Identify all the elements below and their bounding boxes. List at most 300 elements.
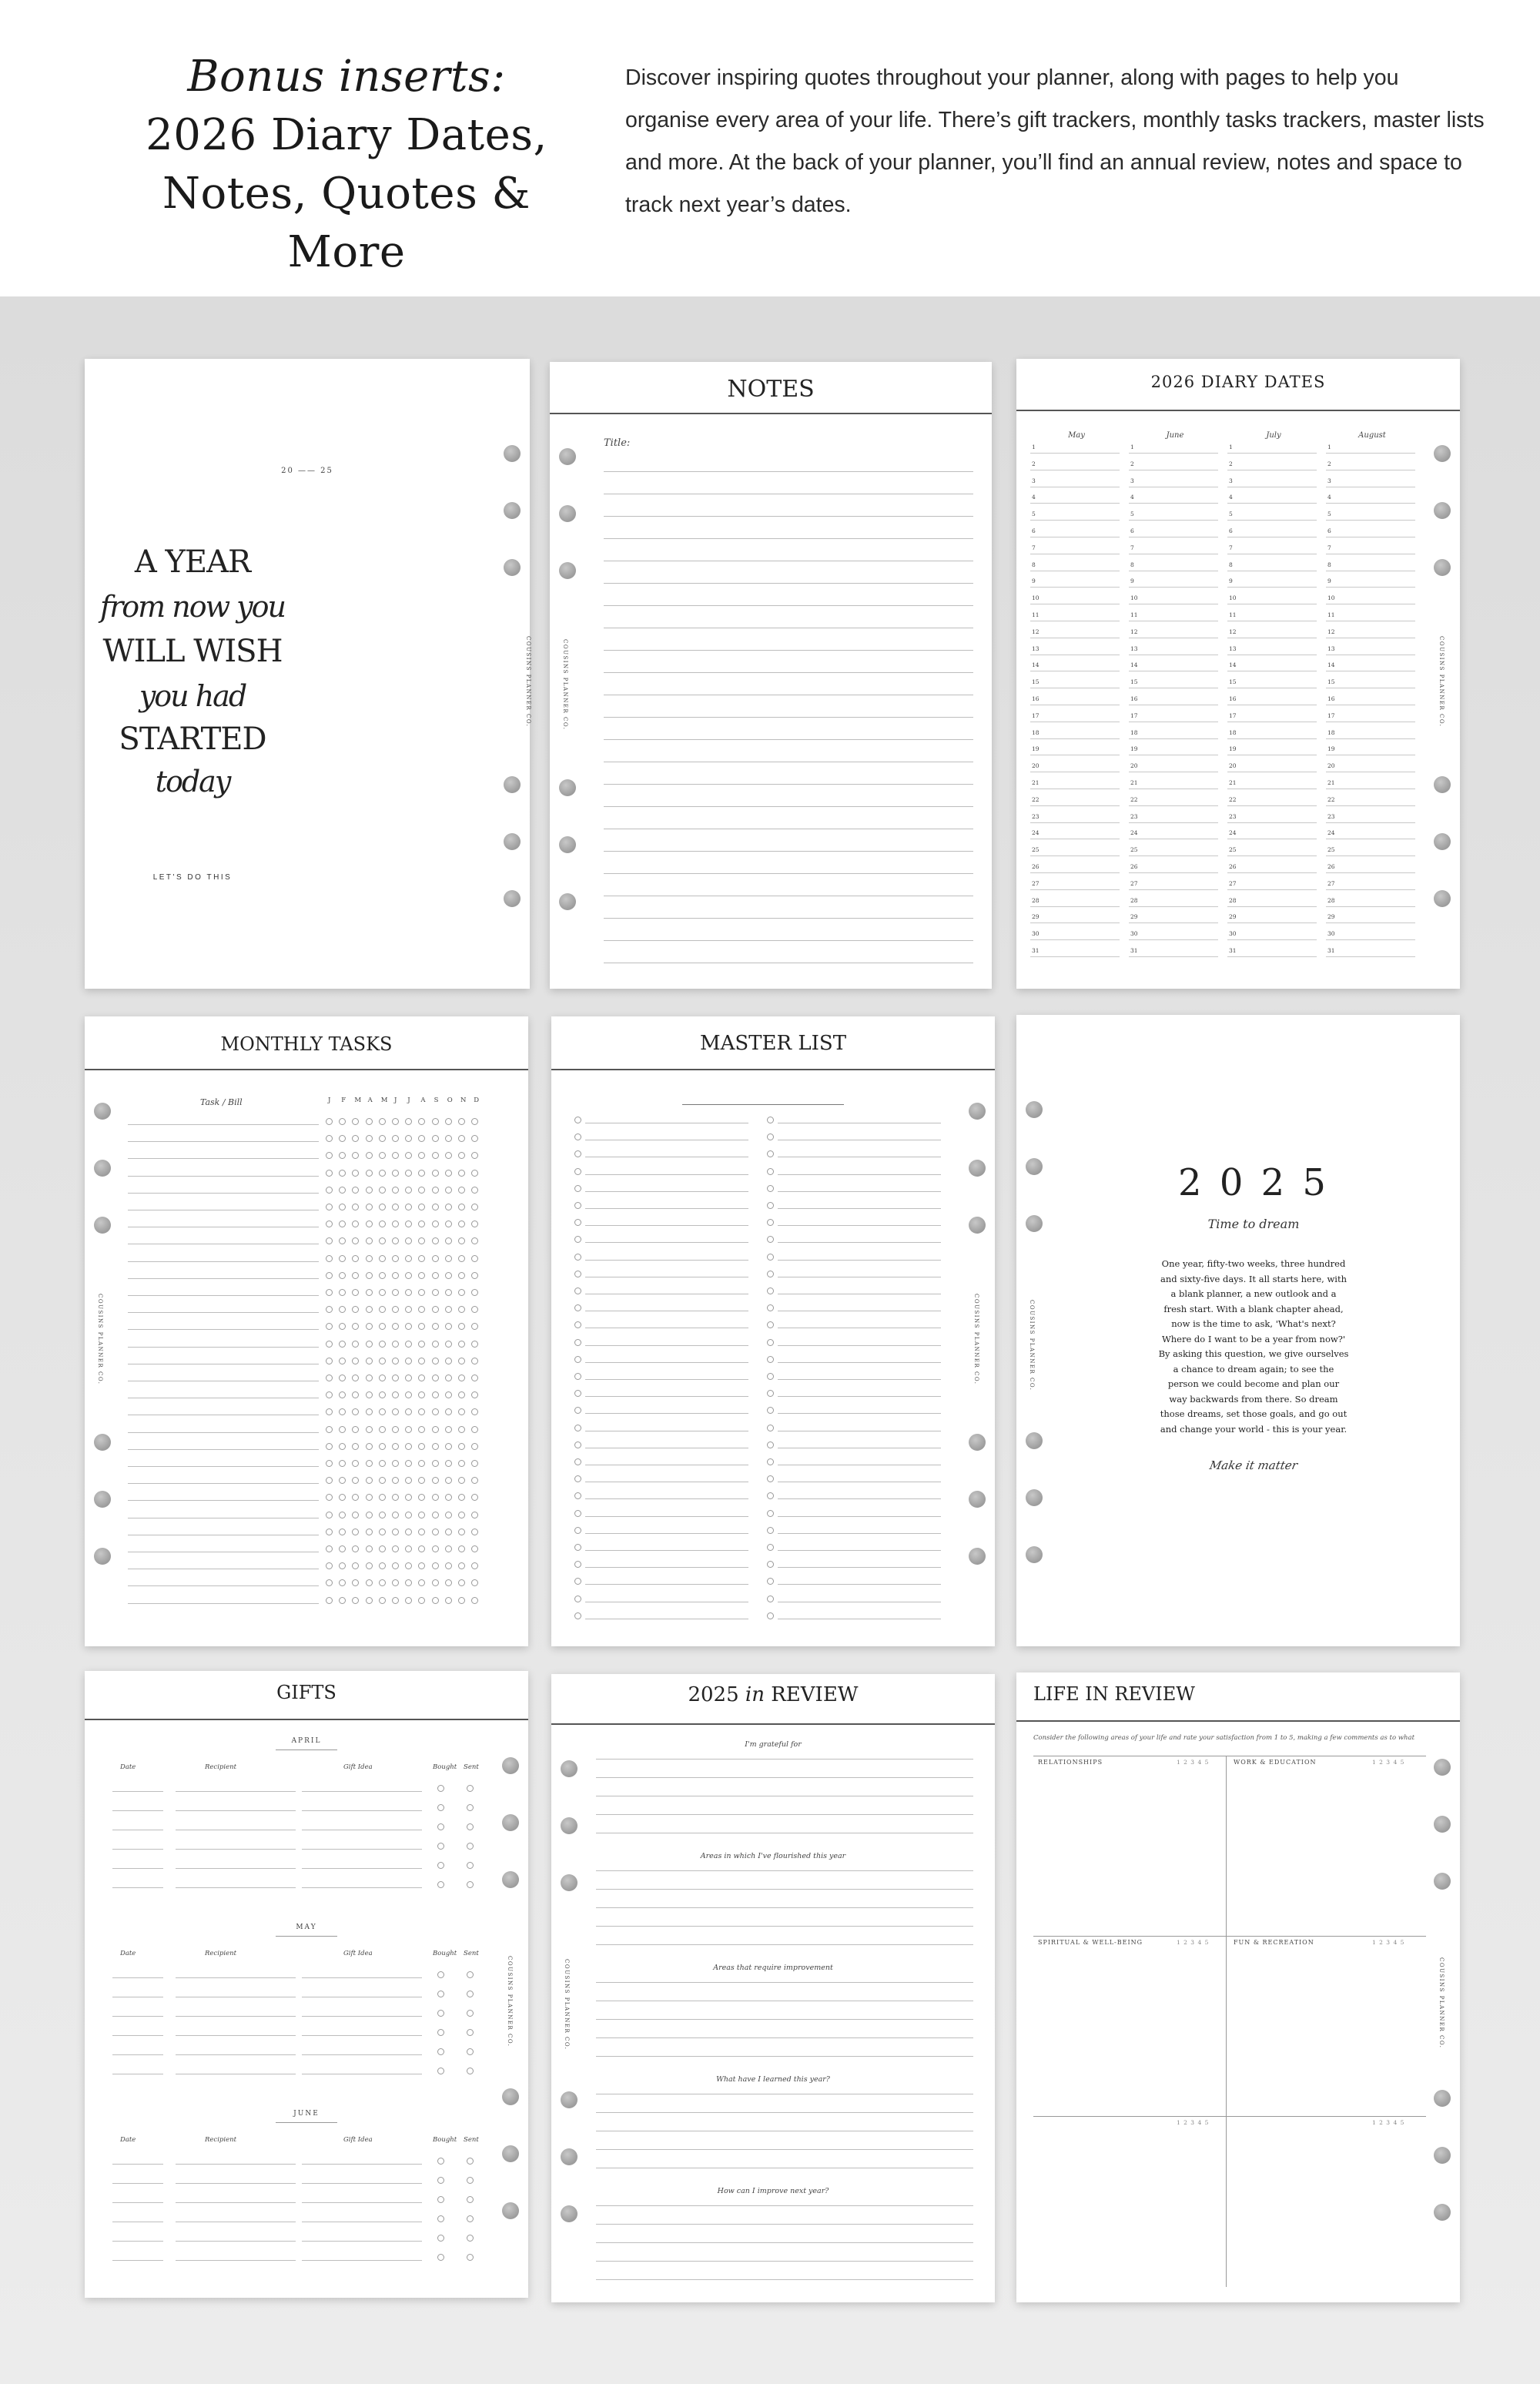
day-number: 23 — [1327, 812, 1335, 820]
month-checkbox — [458, 1152, 465, 1159]
month-checkbox — [418, 1255, 425, 1262]
month-checkbox — [445, 1374, 452, 1381]
gift-line — [302, 2164, 422, 2165]
day-number: 6 — [1327, 527, 1331, 534]
month-checkbox — [445, 1118, 452, 1125]
day-line — [1030, 822, 1120, 823]
column-header: Recipient — [205, 1763, 236, 1771]
list-checkbox — [767, 1492, 774, 1499]
day-line — [1227, 520, 1317, 521]
column-header: Date — [120, 2136, 136, 2144]
list-line — [778, 1260, 941, 1261]
review-line — [596, 1926, 973, 1927]
tasks-column-label: Task / Bill — [200, 1097, 243, 1107]
day-number: 22 — [1032, 795, 1040, 803]
month-checkbox — [366, 1597, 373, 1604]
month-checkbox — [418, 1237, 425, 1244]
day-number: 27 — [1032, 879, 1040, 887]
gift-line — [302, 2035, 422, 2036]
month-checkbox — [392, 1529, 399, 1535]
list-checkbox — [574, 1578, 581, 1585]
month-checkbox — [339, 1358, 346, 1364]
sent-checkbox — [467, 1804, 474, 1811]
month-checkbox — [458, 1220, 465, 1227]
list-checkbox — [574, 1150, 581, 1157]
year-review-insert-page — [551, 1674, 995, 2302]
month-checkbox — [458, 1408, 465, 1415]
month-checkbox — [326, 1341, 333, 1348]
review-line — [596, 1907, 973, 1908]
month-letter: F — [341, 1097, 346, 1104]
quote-year: 20 —— 25 — [281, 467, 333, 475]
month-checkbox — [445, 1494, 452, 1501]
day-number: 18 — [1130, 728, 1138, 736]
binder-hole — [1434, 502, 1451, 519]
day-number: 3 — [1032, 477, 1036, 484]
gift-line — [112, 2183, 163, 2184]
month-checkbox — [352, 1170, 359, 1177]
list-line — [585, 1396, 748, 1397]
month-checkbox — [418, 1529, 425, 1535]
month-checkbox — [405, 1443, 412, 1450]
binder-hole — [502, 2088, 519, 2105]
body-line: person we could become and plan our — [1167, 1378, 1340, 1389]
day-number: 6 — [1130, 527, 1134, 534]
month-checkbox — [392, 1220, 399, 1227]
month-checkbox — [392, 1597, 399, 1604]
body-line: Where do I want to be a year from now?' — [1161, 1333, 1346, 1344]
month-checkbox — [339, 1306, 346, 1313]
day-line — [1129, 520, 1218, 521]
day-number: 4 — [1032, 494, 1036, 501]
title-rule — [1016, 410, 1460, 411]
month-letter: D — [474, 1097, 480, 1104]
month-checkbox — [366, 1187, 373, 1194]
body-line: fresh start. With a blank chapter ahead, — [1163, 1303, 1344, 1314]
bought-checkbox — [437, 1991, 444, 1997]
list-checkbox — [574, 1117, 581, 1123]
month-checkbox — [339, 1170, 346, 1177]
master-title: MASTER LIST — [699, 1032, 847, 1055]
month-checkbox — [471, 1135, 478, 1142]
month-checkbox — [379, 1289, 386, 1296]
column-header: Sent — [464, 1950, 479, 1957]
month-checkbox — [352, 1135, 359, 1142]
brand-mark: COUSINS PLANNER CO. — [507, 1956, 513, 2047]
month-checkbox — [445, 1289, 452, 1296]
day-number: 18 — [1327, 728, 1335, 736]
brand-mark: COUSINS PLANNER CO. — [562, 639, 568, 731]
month-checkbox — [379, 1358, 386, 1364]
page-title — [100, 48, 593, 282]
binder-hole — [1026, 1489, 1043, 1506]
day-line — [1030, 805, 1120, 806]
gift-line — [112, 1977, 163, 1978]
month-checkbox — [405, 1597, 412, 1604]
sent-checkbox — [467, 2029, 474, 2036]
month-header: July — [1266, 431, 1281, 440]
review-line — [596, 2224, 973, 2225]
month-checkbox — [445, 1477, 452, 1484]
binder-hole — [1026, 1101, 1043, 1118]
day-number: 16 — [1327, 695, 1335, 702]
day-line — [1030, 520, 1120, 521]
month-checkbox — [458, 1597, 465, 1604]
day-number: 5 — [1130, 511, 1134, 518]
month-checkbox — [326, 1152, 333, 1159]
gift-line — [176, 1810, 296, 1811]
body-line: One year, fifty-two weeks, three hundred — [1161, 1258, 1346, 1269]
month-checkbox — [339, 1545, 346, 1552]
month-checkbox — [352, 1204, 359, 1210]
month-checkbox — [445, 1426, 452, 1433]
day-line — [1129, 503, 1218, 504]
month-checkbox — [366, 1408, 373, 1415]
day-number: 10 — [1032, 594, 1040, 602]
list-checkbox — [767, 1304, 774, 1311]
column-header: Gift Idea — [343, 2136, 373, 2144]
month-checkbox — [418, 1374, 425, 1381]
month-checkbox — [471, 1512, 478, 1518]
month-checkbox — [352, 1341, 359, 1348]
gift-line — [302, 1791, 422, 1792]
month-checkbox — [418, 1545, 425, 1552]
month-letter: J — [407, 1097, 410, 1104]
month-checkbox — [432, 1426, 439, 1433]
binder-hole — [559, 448, 576, 465]
month-checkbox — [352, 1512, 359, 1518]
month-checkbox — [339, 1152, 346, 1159]
month-checkbox — [366, 1204, 373, 1210]
month-checkbox — [379, 1255, 386, 1262]
month-checkbox — [458, 1187, 465, 1194]
review-line — [596, 2019, 973, 2020]
list-checkbox — [574, 1425, 581, 1431]
day-number: 19 — [1327, 745, 1335, 753]
diary-title: 2026 DIARY DATES — [1150, 373, 1326, 391]
day-number: 7 — [1032, 544, 1036, 551]
month-checkbox — [352, 1443, 359, 1450]
day-line — [1030, 939, 1120, 940]
month-checkbox — [418, 1341, 425, 1348]
task-line — [128, 1347, 319, 1348]
section-divider — [1033, 2116, 1426, 2117]
month-checkbox — [379, 1170, 386, 1177]
day-number: 21 — [1327, 779, 1335, 786]
sent-checkbox — [467, 1785, 474, 1792]
review-line — [596, 1759, 973, 1760]
day-line — [1227, 855, 1317, 856]
month-checkbox — [352, 1374, 359, 1381]
list-line — [585, 1533, 748, 1534]
month-checkbox — [445, 1443, 452, 1450]
month-label: APRIL — [291, 1737, 322, 1745]
task-line — [128, 1500, 319, 1501]
gift-line — [176, 1849, 296, 1850]
month-checkbox — [392, 1323, 399, 1330]
column-header: Recipient — [205, 2136, 236, 2144]
month-checkbox — [366, 1118, 373, 1125]
column-header: Sent — [464, 1763, 479, 1771]
day-line — [1030, 503, 1120, 504]
day-number: 9 — [1229, 578, 1233, 585]
month-checkbox — [471, 1118, 478, 1125]
month-checkbox — [352, 1358, 359, 1364]
binder-hole — [561, 2205, 578, 2222]
list-checkbox — [574, 1561, 581, 1568]
day-line — [1326, 889, 1415, 890]
month-checkbox — [471, 1477, 478, 1484]
month-checkbox — [366, 1545, 373, 1552]
month-checkbox — [432, 1118, 439, 1125]
binder-hole — [502, 2145, 519, 2162]
month-checkbox — [432, 1374, 439, 1381]
binder-hole — [1434, 1759, 1451, 1776]
task-line — [128, 1483, 319, 1484]
month-checkbox — [458, 1374, 465, 1381]
month-header: June — [1166, 431, 1184, 440]
month-checkbox — [418, 1391, 425, 1398]
month-checkbox — [379, 1306, 386, 1313]
month-checkbox — [432, 1135, 439, 1142]
binder-hole — [504, 445, 521, 462]
gift-line — [112, 1791, 163, 1792]
list-checkbox — [574, 1185, 581, 1192]
review-prompt: Areas that require improvement — [713, 1964, 833, 1972]
month-checkbox — [392, 1170, 399, 1177]
list-checkbox — [574, 1441, 581, 1448]
bought-checkbox — [437, 2196, 444, 2203]
list-checkbox — [767, 1595, 774, 1602]
day-line — [1227, 805, 1317, 806]
gift-line — [302, 2183, 422, 2184]
binder-hole — [1026, 1158, 1043, 1175]
month-checkbox — [352, 1220, 359, 1227]
month-checkbox — [352, 1529, 359, 1535]
day-number: 11 — [1032, 611, 1040, 618]
month-checkbox — [366, 1237, 373, 1244]
binder-hole — [1434, 445, 1451, 462]
month-checkbox — [471, 1289, 478, 1296]
month-checkbox — [379, 1579, 386, 1586]
month-checkbox — [352, 1562, 359, 1569]
month-checkbox — [392, 1118, 399, 1125]
month-checkbox — [418, 1562, 425, 1569]
binder-hole — [502, 1757, 519, 1774]
month-checkbox — [418, 1306, 425, 1313]
list-checkbox — [574, 1458, 581, 1465]
day-number: 11 — [1130, 611, 1138, 618]
day-number: 20 — [1229, 762, 1237, 770]
day-number: 17 — [1032, 712, 1040, 719]
day-line — [1326, 738, 1415, 739]
list-checkbox — [574, 1510, 581, 1517]
review-line — [596, 2261, 973, 2262]
day-number: 7 — [1327, 544, 1331, 551]
month-checkbox — [471, 1426, 478, 1433]
day-line — [1326, 922, 1415, 923]
month-checkbox — [405, 1289, 412, 1296]
month-checkbox — [432, 1255, 439, 1262]
column-header: Date — [120, 1763, 136, 1771]
brand-mark: COUSINS PLANNER CO. — [1438, 636, 1445, 728]
month-checkbox — [445, 1135, 452, 1142]
day-line — [1030, 906, 1120, 907]
list-checkbox — [767, 1458, 774, 1465]
bought-checkbox — [437, 1785, 444, 1792]
day-number: 17 — [1327, 712, 1335, 719]
month-checkbox — [352, 1306, 359, 1313]
month-checkbox — [392, 1306, 399, 1313]
month-checkbox — [432, 1152, 439, 1159]
month-checkbox — [392, 1187, 399, 1194]
month-checkbox — [432, 1408, 439, 1415]
review-line — [596, 1889, 973, 1890]
list-line — [778, 1362, 941, 1363]
month-checkbox — [326, 1562, 333, 1569]
review-prompt: How can I improve next year? — [717, 2187, 829, 2195]
month-checkbox — [366, 1170, 373, 1177]
month-letter: M — [354, 1097, 362, 1104]
month-underline — [276, 2122, 337, 2123]
list-checkbox — [574, 1373, 581, 1380]
list-checkbox — [767, 1527, 774, 1534]
month-checkbox — [405, 1323, 412, 1330]
list-line — [585, 1362, 748, 1363]
month-checkbox — [445, 1358, 452, 1364]
day-number: 29 — [1229, 913, 1237, 921]
gift-line — [302, 1887, 422, 1888]
month-checkbox — [458, 1255, 465, 1262]
area-label: SPIRITUAL & WELL-BEING — [1038, 1939, 1143, 1946]
review-prompt: Areas in which I've flourished this year — [700, 1852, 846, 1860]
month-checkbox — [445, 1579, 452, 1586]
binder-hole — [559, 505, 576, 522]
month-checkbox — [432, 1529, 439, 1535]
day-number: 28 — [1229, 896, 1237, 904]
body-line: a chance to dream again; to see the — [1173, 1363, 1334, 1374]
gift-line — [176, 2260, 296, 2261]
month-checkbox — [352, 1426, 359, 1433]
month-checkbox — [432, 1323, 439, 1330]
month-checkbox — [379, 1426, 386, 1433]
month-checkbox — [366, 1391, 373, 1398]
month-checkbox — [445, 1545, 452, 1552]
brand-mark: COUSINS PLANNER CO. — [1438, 1957, 1445, 2049]
month-checkbox — [339, 1477, 346, 1484]
list-checkbox — [574, 1219, 581, 1226]
brand-mark: COUSINS PLANNER CO. — [1029, 1300, 1035, 1391]
day-number: 24 — [1130, 829, 1138, 837]
month-checkbox — [339, 1118, 346, 1125]
review-line — [596, 1982, 973, 1983]
month-checkbox — [432, 1460, 439, 1467]
list-checkbox — [767, 1356, 774, 1363]
month-checkbox — [432, 1494, 439, 1501]
month-checkbox — [432, 1597, 439, 1604]
day-number: 25 — [1130, 846, 1138, 854]
month-checkbox — [458, 1579, 465, 1586]
list-checkbox — [574, 1527, 581, 1534]
day-line — [1326, 872, 1415, 873]
month-checkbox — [366, 1494, 373, 1501]
binder-hole — [94, 1434, 111, 1451]
day-line — [1326, 587, 1415, 588]
list-checkbox — [767, 1271, 774, 1277]
month-checkbox — [471, 1358, 478, 1364]
month-checkbox — [458, 1170, 465, 1177]
month-checkbox — [339, 1237, 346, 1244]
task-line — [128, 1261, 319, 1262]
day-number: 24 — [1032, 829, 1040, 837]
review-line — [596, 1944, 973, 1945]
day-number: 4 — [1229, 494, 1233, 501]
quote-line-6: today — [155, 765, 230, 799]
list-checkbox — [767, 1475, 774, 1482]
month-checkbox — [405, 1579, 412, 1586]
day-number: 30 — [1229, 930, 1237, 938]
binder-hole — [1026, 1215, 1043, 1232]
day-number: 7 — [1130, 544, 1134, 551]
binder-hole — [1434, 776, 1451, 793]
day-number: 1 — [1229, 444, 1233, 450]
sent-checkbox — [467, 2254, 474, 2261]
day-number: 28 — [1327, 896, 1335, 904]
task-line — [128, 1176, 319, 1177]
list-line — [585, 1550, 748, 1551]
month-checkbox — [366, 1289, 373, 1296]
day-number: 3 — [1130, 477, 1134, 484]
day-number: 24 — [1327, 829, 1335, 837]
binder-hole — [1434, 2204, 1451, 2221]
day-number: 16 — [1229, 695, 1237, 702]
binder-hole — [502, 2202, 519, 2219]
month-checkbox — [379, 1391, 386, 1398]
column-header: Bought — [433, 1763, 457, 1771]
month-checkbox — [392, 1408, 399, 1415]
review-line — [596, 2205, 973, 2206]
month-checkbox — [471, 1204, 478, 1210]
center-divider — [1226, 1756, 1227, 2287]
list-line — [778, 1242, 941, 1243]
month-checkbox — [326, 1579, 333, 1586]
day-number: 2 — [1229, 460, 1233, 467]
day-line — [1227, 872, 1317, 873]
month-checkbox — [379, 1529, 386, 1535]
month-checkbox — [471, 1152, 478, 1159]
rating-scale: 1 2 3 4 5 — [1177, 1759, 1210, 1766]
binder-hole — [561, 1874, 578, 1891]
month-checkbox — [326, 1306, 333, 1313]
month-checkbox — [339, 1579, 346, 1586]
gift-line — [112, 2035, 163, 2036]
month-checkbox — [418, 1408, 425, 1415]
task-line — [128, 1432, 319, 1433]
ruled-line — [604, 739, 973, 740]
list-line — [778, 1413, 941, 1414]
month-checkbox — [445, 1255, 452, 1262]
month-checkbox — [379, 1118, 386, 1125]
month-checkbox — [405, 1220, 412, 1227]
quote-line-4: you had — [139, 679, 246, 713]
day-number: 29 — [1327, 913, 1335, 921]
month-checkbox — [458, 1512, 465, 1518]
quote-line-3: WILL WISH — [102, 634, 283, 669]
list-checkbox — [574, 1236, 581, 1243]
day-line — [1129, 453, 1218, 454]
gift-line — [112, 2241, 163, 2242]
binder-hole — [559, 893, 576, 910]
